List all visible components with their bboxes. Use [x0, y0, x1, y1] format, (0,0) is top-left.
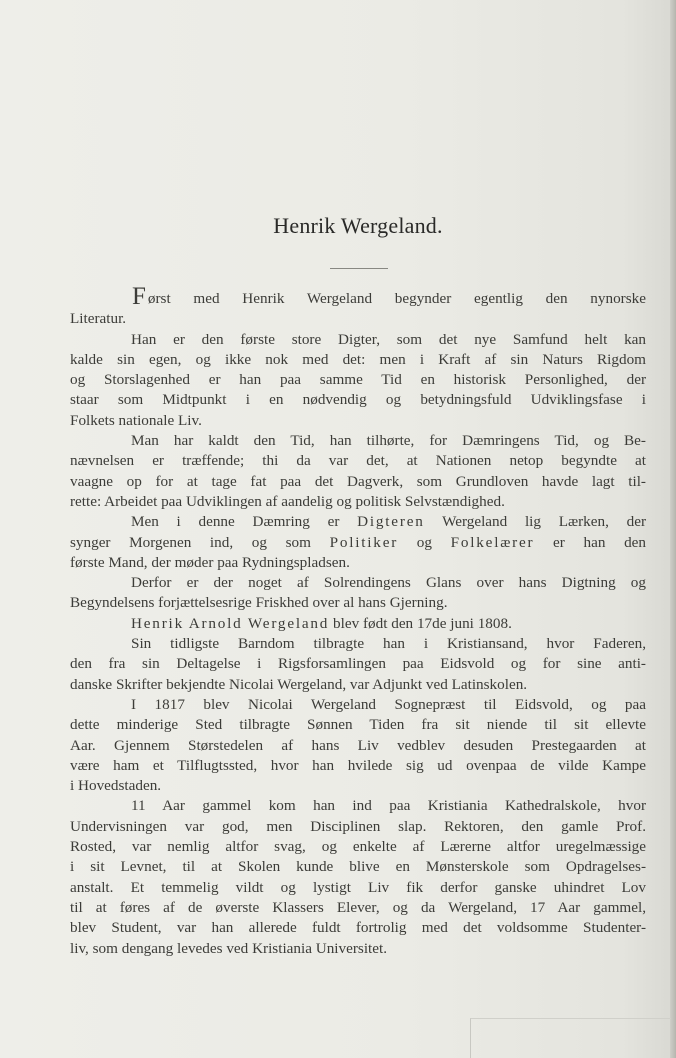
paragraph-9-line: i sit Levnet, til at Skolen kunde blive en Mønsterskole som Opdragelses-: [70, 858, 646, 876]
title-rule: [330, 268, 388, 269]
paragraph-2-line: Han er den første store Digter, som det nye Samfund helt kan: [131, 330, 646, 348]
paragraph-6-line: Henrik Arnold Wergeland blev født den 17de juni 1808.: [131, 614, 512, 632]
spaced-word: Folkelærer: [450, 533, 535, 551]
paragraph-3-line: nævnelsen er træffende; thi da var det, at Nationen netop begyndte at: [70, 452, 646, 470]
paragraph-3-line: vaagne op for at tage fat paa det Dagverk, som Grundloven havde lagt til-: [70, 472, 646, 490]
paragraph-7-line: den fra sin Deltagelse i Rigsforsamlingen paa Eidsvold og for sine anti-: [70, 655, 646, 673]
paragraph-8-line: Aar. Gjennem Størstedelen af hans Liv vedblev desuden Prestegaarden at: [70, 736, 646, 754]
chapter-title: Henrik Wergeland.: [273, 213, 443, 238]
paragraph-9-line: Undervisningen var god, men Disciplinen slap. Rektoren, den gamle Prof.: [70, 817, 646, 835]
paragraph-5-line: Derfor er der noget af Solrendingens Glans over hans Digtning og: [131, 574, 646, 592]
paragraph-8-line: være ham et Tilflugtssted, hvor han hvilede sig ud ovenpaa de vilde Kampe: [70, 756, 646, 774]
paragraph-9-line: liv, som dengang levedes ved Kristiania Universitet.: [70, 939, 388, 957]
paragraph-9-line: 11 Aar gammel kom han ind paa Kristiania Kathedralskole, hvor: [131, 797, 646, 815]
paragraph-3-line: Man har kaldt den Tid, han tilhørte, for Dæmringens Tid, og Be-: [131, 432, 646, 450]
drop-cap: F: [132, 283, 146, 310]
paragraph-4-line: første Mand, der møder paa Rydningspladsen.: [70, 553, 350, 571]
paragraph-9-line: til at føres af de øverste Klassers Elever, og da Wergeland, 17 Aar gammel,: [70, 898, 646, 916]
spaced-word: Digteren: [357, 513, 425, 531]
spaced-name: Henrik Arnold Wergeland: [131, 614, 330, 632]
paragraph-7-line: Sin tidligste Barndom tilbragte han i Kristiansand, hvor Faderen,: [131, 635, 646, 653]
page-corner-mark: [470, 1018, 671, 1058]
paragraph-8-line: dette minderige Sted tilbragte Sønnen Tiden fra sit niende til sit ellevte: [70, 716, 646, 734]
paragraph-2-line: kalde sin egen, og ikke nok med det: men i Kraft af sin Naturs Rigdom: [70, 350, 646, 368]
paragraph-8-line: I 1817 blev Nicolai Wergeland Sognepræst til Eidsvold, og paa: [131, 695, 646, 713]
paragraph-8-line: i Hovedstaden.: [70, 777, 162, 795]
paragraph-2-line: og Storslagenhed er han paa samme Tid en historisk Personlighed, der: [70, 371, 646, 389]
paragraph-1-line: Først med Henrik Wergeland begynder egentlig den nynorske: [132, 283, 646, 310]
paragraph-2-line: staar som Midtpunkt i en nødvendig og betydningsfuld Udviklingsfase i: [70, 391, 646, 409]
paragraph-4-line: Men i denne Dæmring er Digteren Wergeland lig Lærken, der: [131, 513, 647, 531]
paragraph-9-line: Rosted, var nemlig altfor svag, og enkelte af Lærerne altfor uregelmæssige: [70, 838, 646, 856]
paragraph-5-line: Begyndelsens forjættelsesrige Friskhed over al hans Gjerning.: [70, 594, 448, 612]
body-text: [70, 283, 647, 959]
paragraph-4-line: synger Morgenen ind, og som Politiker og Folkelærer er han den: [70, 533, 647, 551]
spaced-word: Politiker: [329, 533, 399, 551]
paragraph-9-line: blev Student, var han allerede fuldt fortrolig med det voldsomme Studenter-: [70, 919, 646, 937]
page-edge: [670, 0, 676, 1058]
paragraph-2-line: Folkets nationale Liv.: [70, 411, 202, 429]
paragraph-3-line: rette: Arbeidet paa Udviklingen af aandelig og politisk Selvstændighed.: [70, 492, 505, 510]
paragraph-1-line: Literatur.: [70, 310, 127, 328]
paragraph-7-line: danske Skrifter bekjendte Nicolai Wergeland, var Adjunkt ved Latinskolen.: [70, 675, 528, 693]
paragraph-9-line: anstalt. Et temmelig vildt og lystigt Liv fik derfor ganske uhindret Lov: [70, 878, 646, 896]
